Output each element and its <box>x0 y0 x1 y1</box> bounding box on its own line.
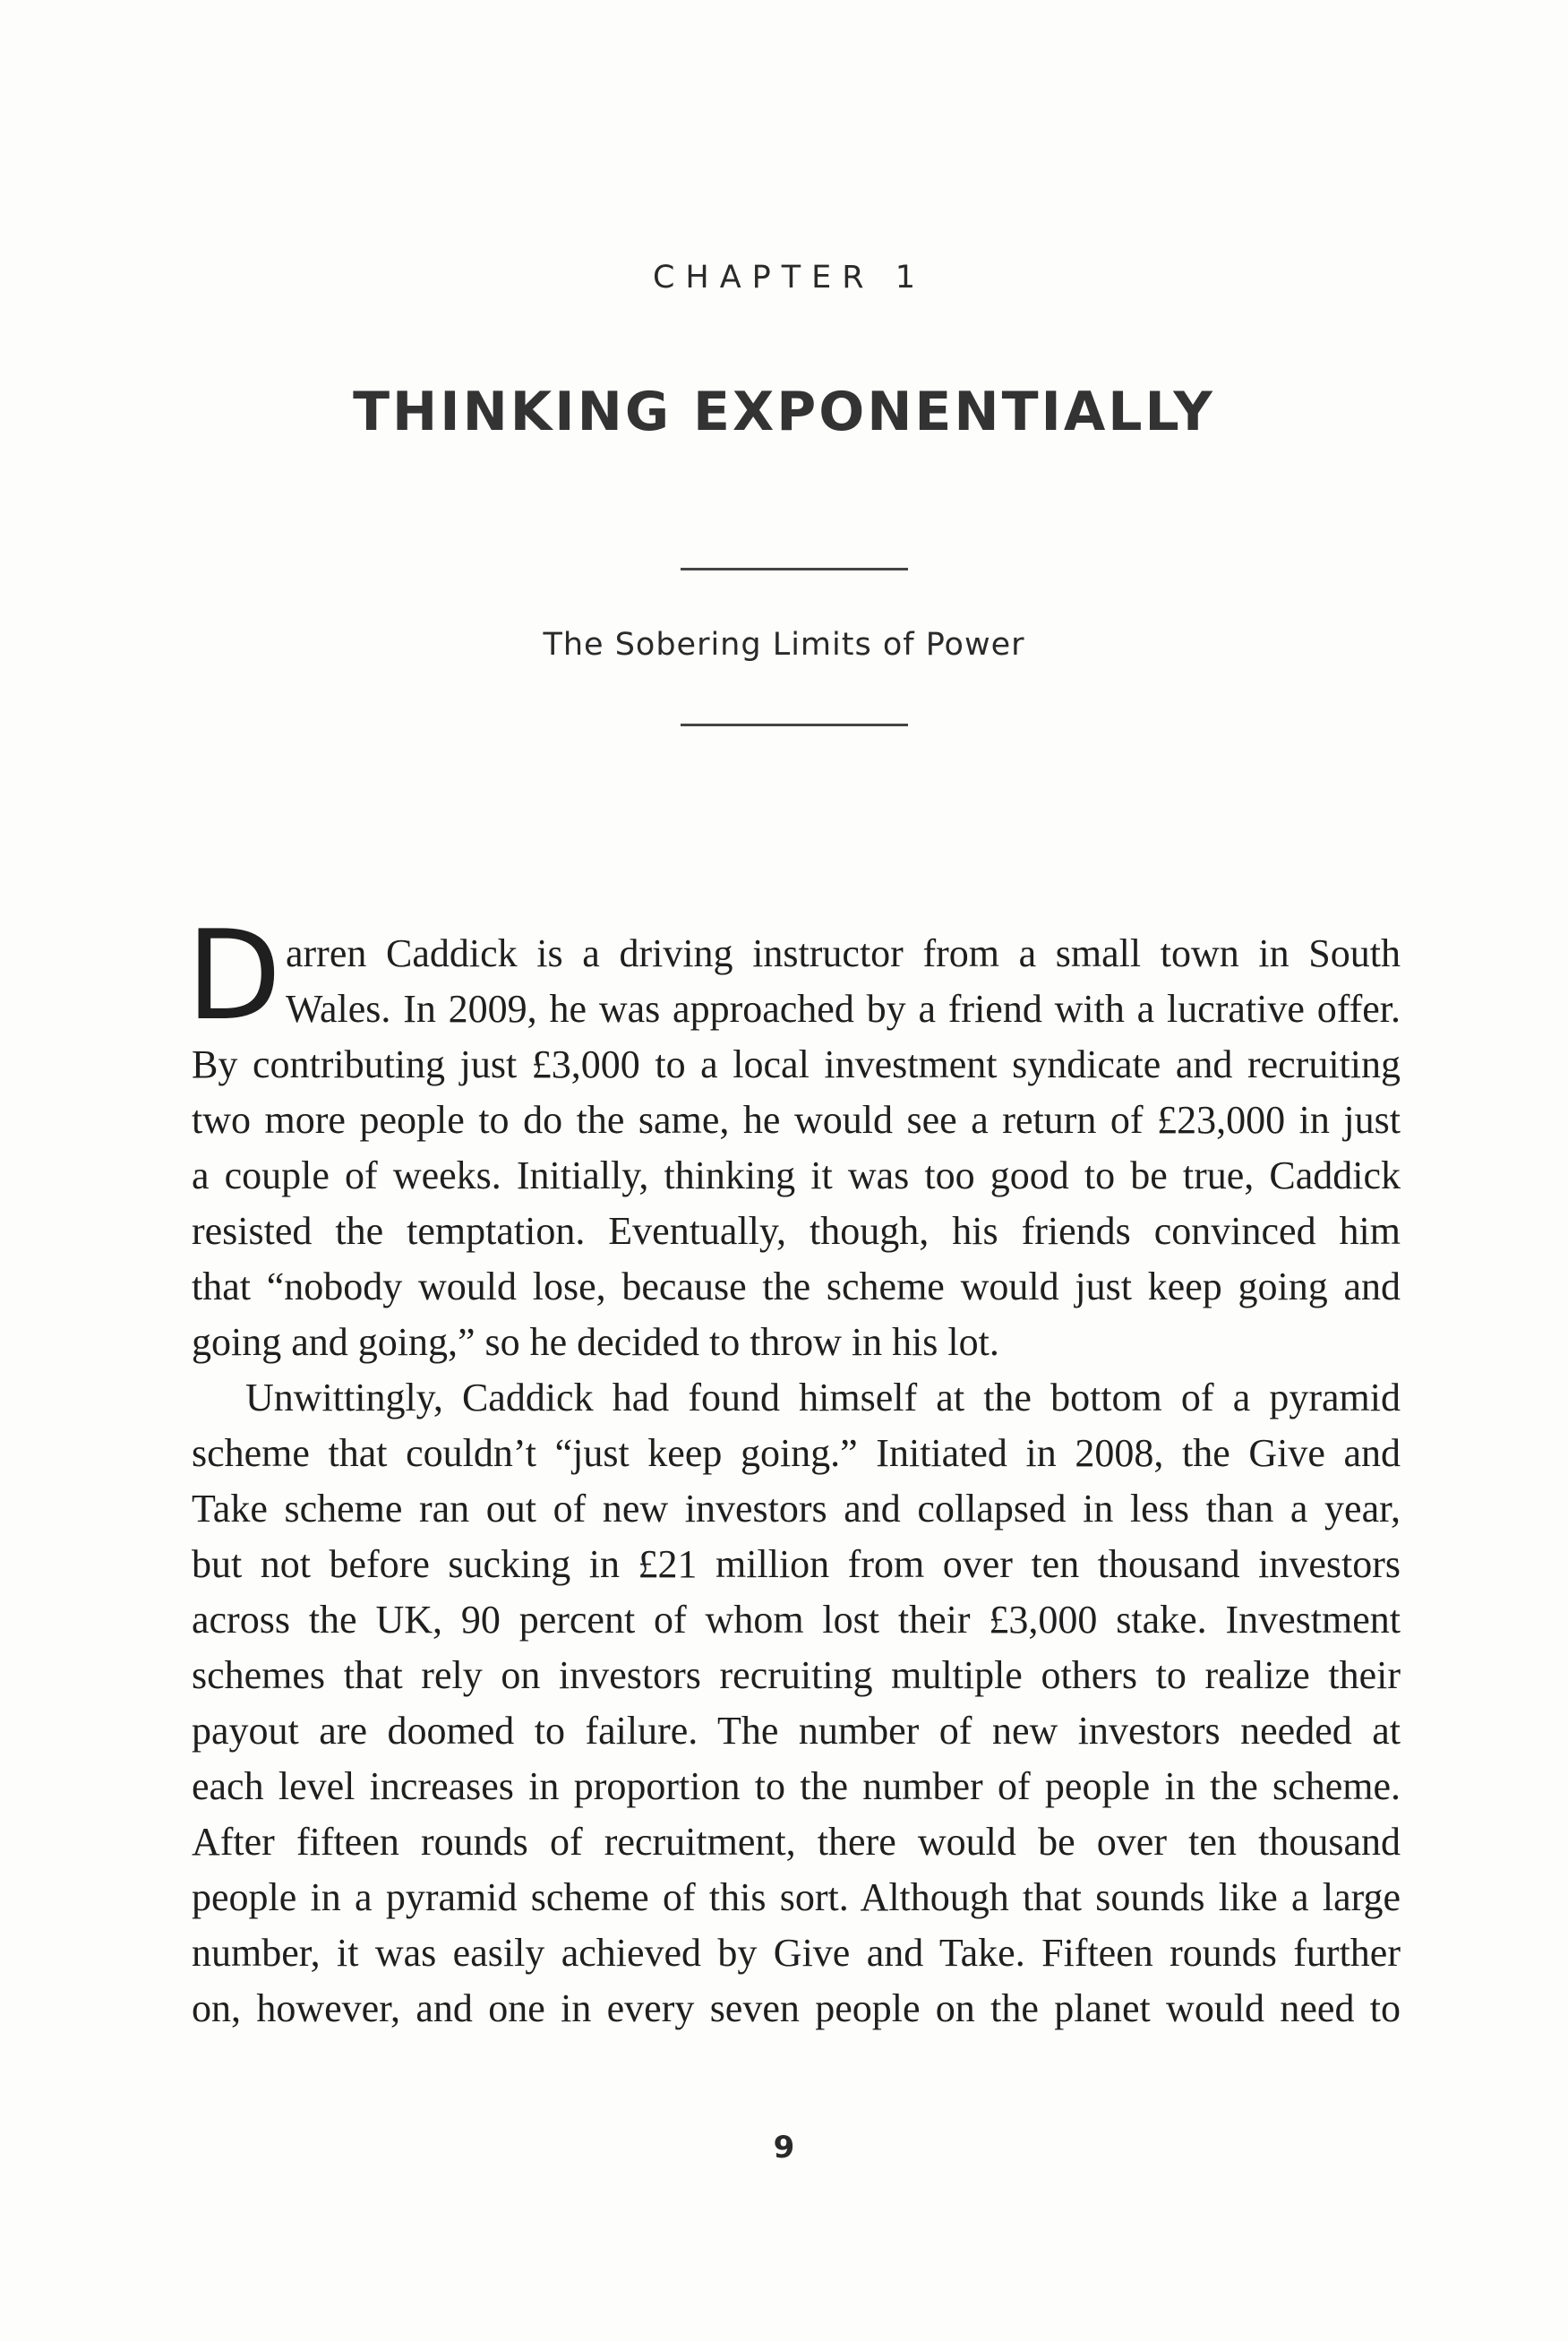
text-line: arren Caddick is a driving instructor from a small town in South <box>286 931 1401 975</box>
text-line: scheme that couldn’t “just keep going.” Initiated in 2008, the Give and <box>192 1431 1401 1475</box>
text-line: By contributing just £3,000 to a local investment syndicate and recruiting <box>192 1042 1401 1086</box>
text-line: each level increases in proportion to the number of people in the scheme. <box>192 1764 1401 1808</box>
text-line: Wales. In 2009, he was approached by a friend with a lucrative offer. <box>286 987 1401 1031</box>
drop-cap: D <box>186 904 282 1048</box>
divider-rule-bottom <box>681 724 908 726</box>
text-line: a couple of weeks. Initially, thinking it was too good to be true, Caddick <box>192 1153 1401 1197</box>
page-number: 9 <box>773 2130 795 2165</box>
text-line: schemes that rely on investors recruiting multiple others to realize their <box>192 1653 1401 1697</box>
body-text <box>192 926 1401 2037</box>
text-line: two more people to do the same, he would see a return of £23,000 in just <box>192 1098 1401 1142</box>
paragraph-1 <box>192 926 1401 1370</box>
text-line: across the UK, 90 percent of whom lost their £3,000 stake. Investment <box>192 1598 1401 1642</box>
text-line: Take scheme ran out of new investors and collapsed in less than a year, <box>192 1487 1401 1531</box>
divider-rule-top <box>681 568 908 570</box>
text-line: going and going,” so he decided to throw in his lot. <box>192 1320 999 1364</box>
text-line: that “nobody would lose, because the scheme would just keep going and <box>192 1265 1401 1308</box>
chapter-title: THINKING EXPONENTIALLY <box>353 381 1215 443</box>
text-line: people in a pyramid scheme of this sort. Although that sounds like a large <box>192 1875 1401 1919</box>
text-line: on, however, and one in every seven people on the planet would need to <box>192 1986 1401 2030</box>
text-line: payout are doomed to failure. The number of new investors needed at <box>192 1709 1401 1753</box>
text-line: After fifteen rounds of recruitment, there would be over ten thousand <box>192 1820 1401 1864</box>
paragraph-2 <box>192 1370 1401 2037</box>
text-line: resisted the temptation. Eventually, though, his friends convinced him <box>192 1209 1401 1253</box>
text-line: but not before sucking in £21 million from over ten thousand investors <box>192 1542 1401 1586</box>
text-line: number, it was easily achieved by Give and Take. Fifteen rounds further <box>192 1931 1401 1975</box>
chapter-subtitle: The Sobering Limits of Power <box>543 627 1025 663</box>
chapter-label: CHAPTER 1 <box>652 260 926 296</box>
text-line: Unwittingly, Caddick had found himself at the bottom of a pyramid <box>245 1376 1401 1419</box>
